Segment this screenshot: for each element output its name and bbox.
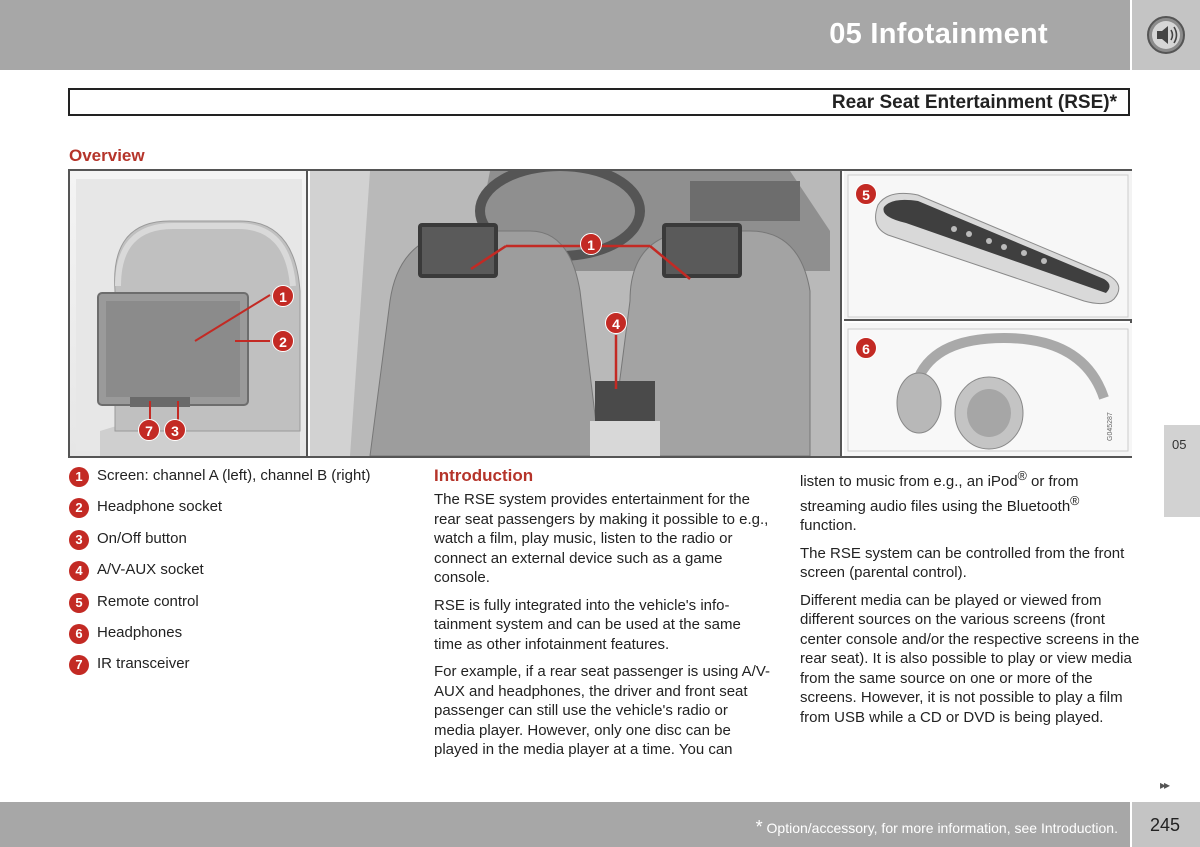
legend-text: Headphones	[97, 623, 183, 641]
footnote-text: Option/accessory, for more information, see Introduction.	[762, 820, 1118, 836]
introduction-paragraph-2: RSE is fully integrated into the vehicle's info-tainment system and can be used at the same time as other infotainment features.	[434, 596, 741, 653]
legend-text: Screen: channel A (left), channel B (right)	[97, 467, 371, 484]
continue-arrow-icon: ▸▸	[1160, 778, 1169, 792]
callout-legend	[69, 465, 419, 685]
legend-number: 2	[69, 498, 89, 518]
chapter-tab-label: 05	[1172, 437, 1187, 452]
car-interior-image	[310, 171, 842, 456]
page-number: 245	[1150, 815, 1181, 835]
introduction-paragraph-4	[800, 467, 1140, 536]
legend-number: 5	[69, 593, 89, 613]
callout-1-interior: 1	[580, 233, 602, 255]
section-title-box	[68, 88, 1130, 116]
legend-item	[69, 496, 419, 527]
legend-text: Headphone socket	[97, 498, 223, 516]
footnote	[756, 817, 1118, 838]
introduction-column	[434, 465, 770, 768]
legend-text: Remote control	[97, 592, 199, 610]
footnote-asterisk: *	[755, 817, 763, 837]
legend-item	[69, 653, 419, 684]
introduction-paragraph-3: For example, if a rear seat passenger is using A/V-AUX and headphones, the driver and front seat passenger can still use the vehicle's radio or media player. However, only one disc can be played in the media player at a time. You can	[434, 663, 770, 758]
legend-number: 6	[69, 624, 89, 644]
p4-text-a: listen to music from e.g., an iPod	[800, 473, 1018, 490]
headrest-closeup-image	[70, 171, 308, 456]
callout-6: 6	[855, 337, 877, 359]
callout-7: 7	[138, 419, 160, 441]
legend-text: IR transceiver	[97, 655, 190, 673]
remote-control-image	[844, 171, 1132, 321]
image-code: G045287	[1107, 412, 1114, 441]
footer-bar	[0, 802, 1130, 847]
overview-illustration	[68, 169, 1132, 458]
registered-mark-2: ®	[1070, 493, 1080, 508]
introduction-paragraph-6: Different media can be played or viewed from different sources on the various screens (front center console and/or the respective screens in the rear seat). It is also possible to play or view media from the same source on one or more of the screens. However, it is not possible to play a film from USB while a CD or DVD is being played.	[800, 591, 1140, 726]
chapter-title: 05 Infotainment	[829, 18, 1048, 50]
headphones-image	[844, 323, 1132, 456]
legend-item	[69, 528, 419, 559]
callout-4: 4	[605, 312, 627, 334]
legend-item	[69, 559, 419, 590]
legend-item	[69, 465, 419, 496]
speaker-icon	[1146, 15, 1186, 55]
introduction-paragraph-5: The RSE system can be controlled from the front screen (parental control).	[800, 544, 1125, 581]
p4-text-b: or from streaming audio files using the Bluetooth	[800, 473, 1079, 515]
callout-1-headrest: 1	[272, 285, 294, 307]
legend-number: 4	[69, 561, 89, 581]
callout-2: 2	[272, 330, 294, 352]
registered-mark-1: ®	[1017, 469, 1027, 483]
chapter-header-bar	[0, 0, 1130, 70]
p4-text-c: function.	[800, 517, 857, 534]
page-number-box	[1132, 802, 1200, 847]
right-text-column	[800, 467, 1140, 735]
legend-number: 3	[69, 530, 89, 550]
legend-item	[69, 591, 419, 622]
legend-number: 7	[69, 655, 89, 675]
legend-number: 1	[69, 467, 89, 487]
introduction-paragraph-1: The RSE system provides entertainment for the rear seat passengers by making it possible to e.g., watch a film, play music, listen to the radio or connect an external device such as a game console.	[434, 491, 769, 586]
legend-text: On/Off button	[97, 529, 187, 547]
callout-3: 3	[164, 419, 186, 441]
chapter-icon-box	[1132, 0, 1200, 70]
section-title: Rear Seat Entertainment (RSE)*	[831, 92, 1117, 113]
callout-5: 5	[855, 183, 877, 205]
overview-heading: Overview	[69, 146, 145, 165]
chapter-tab	[1164, 425, 1200, 517]
legend-text: A/V-AUX socket	[97, 561, 204, 579]
legend-item	[69, 622, 419, 653]
introduction-heading: Introduction	[434, 466, 534, 485]
